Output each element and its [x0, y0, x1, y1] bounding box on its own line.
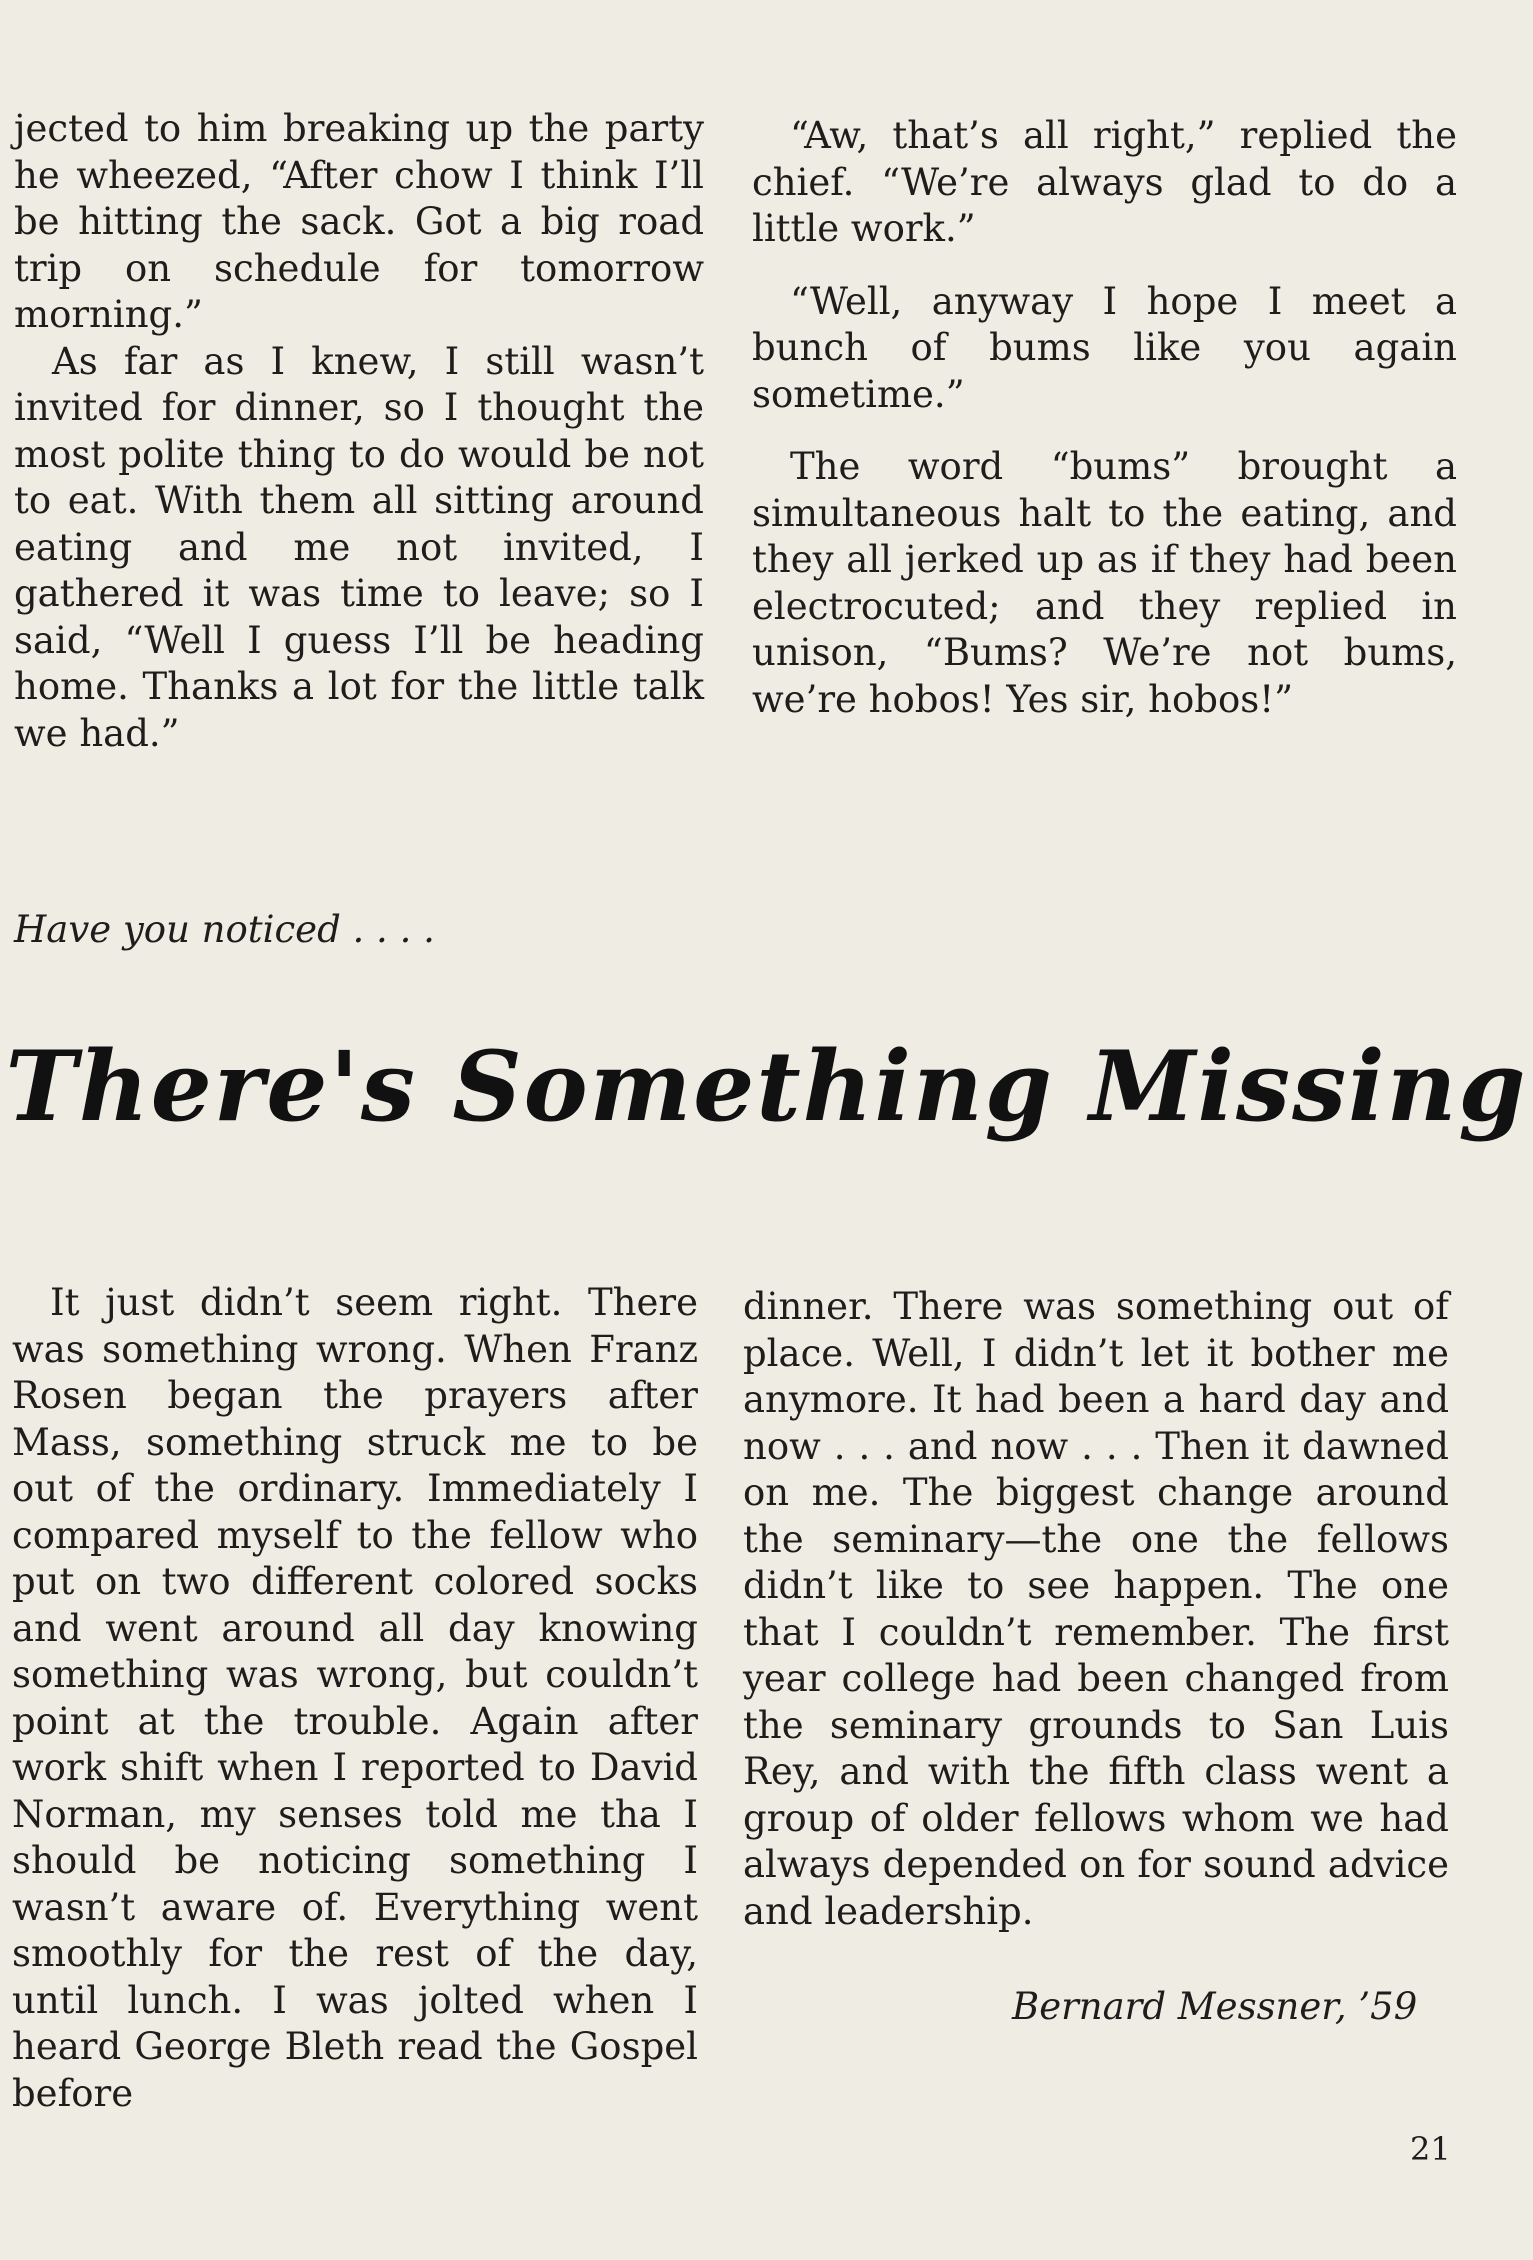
paragraph: “Aw, that’s all right,” replied the chief. “We’re always glad to do a little work.”	[752, 114, 1457, 250]
previous-story-left-column	[14, 106, 704, 757]
article-intro: Have you noticed . . . .	[14, 908, 435, 951]
paragraph: dinner. There was something out of place. Well, I didn’t let it bother me anymore. It had been a hard day and now . . . and now . . . Then it dawned on me. The biggest change around the seminary—the one the fellows didn’t like to see happen. The one that I couldn’t remember. The first year college had been changed from the seminary grounds to San Luis Rey, and with the fifth class went a group of older fellows whom we had always depended on for sound advice and leadership.	[743, 1285, 1449, 1933]
paragraph: As far as I knew, I still wasn’t invited for dinner, so I thought the most polite thing to do would be not to eat. With them all sitting around eating and me not invited, I gathered it was time to leave; so I said, “Well I guess I’ll be heading home. Thanks a lot for the little talk we had.”	[14, 339, 704, 755]
paragraph: jected to him breaking up the party he wheezed, “After chow I think I’ll be hitting the sack. Got a big road trip on schedule for tomorrow morning.”	[14, 107, 704, 336]
paragraph: The word “bums” brought a simultaneous halt to the eating, and they all jerked up as if they had been electrocuted; and they replied in unison, “Bums? We’re not bums, we’re hobos! Yes sir, hobos!”	[752, 445, 1457, 721]
article-right-column	[743, 1284, 1449, 1935]
previous-story-right-column	[752, 113, 1457, 723]
author-byline: Bernard Messner, ’59	[1012, 1985, 1418, 2028]
paragraph: “Well, anyway I hope I meet a bunch of bums like you again sometime.”	[752, 279, 1457, 416]
article-left-column	[12, 1280, 698, 2117]
paragraph: It just didn’t seem right. There was something wrong. When Franz Rosen began the prayers after Mass, something struck me to be out of the ordinary. Immediately I compared myself to the fellow who put on two different colored socks and went around all day knowing something was wrong, but couldn’t point at the trouble. Again after work shift when I reported to David Norman, my senses told me tha I should be noticing something I wasn’t aware of. Everything went smoothly for the rest of the day, until lunch. I was jolted when I heard George Bleth read the Gospel before	[12, 1281, 698, 2115]
article-title: There's Something Missing	[5, 1030, 1528, 1143]
page-number: 21	[1410, 2130, 1451, 2168]
